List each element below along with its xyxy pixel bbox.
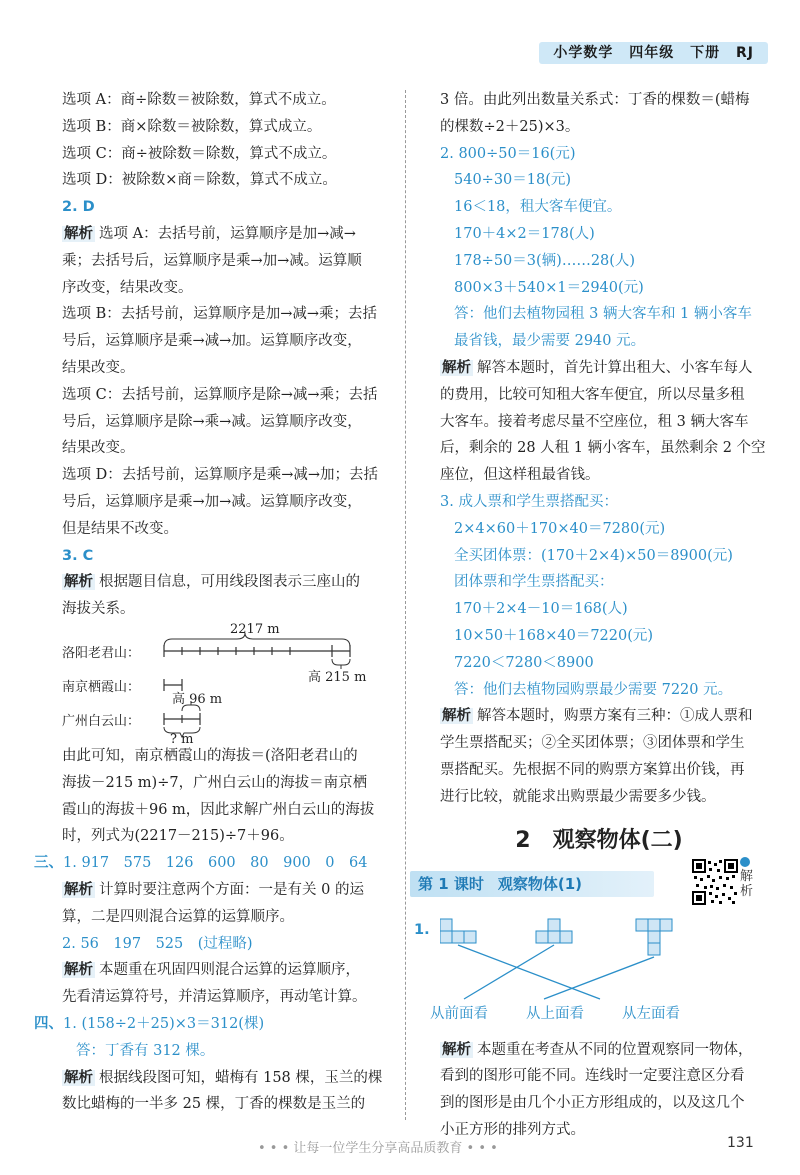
answer-line: 最省钱，最少需要 2940 元。: [454, 333, 646, 350]
text-line: 算，二是四则混合运算的运算顺序。: [62, 908, 294, 925]
answer-number: 3. C: [62, 547, 94, 564]
subject: 小学数学: [553, 45, 614, 61]
text-line: 的费用，比较可知租大客车便宜，所以尽量多租: [440, 386, 745, 403]
text-line: 选项 A：商÷除数＝被除数，算式不成立。: [62, 92, 336, 108]
label-higher-96: 高 96 m: [172, 691, 223, 707]
answer-line: 2. 800÷50＝16(元): [440, 145, 576, 162]
answer-line: 团体票和学生票搭配买：: [454, 574, 614, 591]
text-line: 学生票搭配买；②全买团体票；③团体票和学生: [440, 735, 745, 752]
answer-line: 1. 917 575 126 600 80 900 0 64: [63, 855, 368, 872]
text-line: 座位，但这样租最省钱。: [440, 467, 600, 484]
left-column: [34, 87, 383, 1118]
text-line: 本题重在考查从不同的位置观察同一物体，: [477, 1041, 753, 1058]
text-line: 选项 B：去括号前，运算顺序是加→减→乘；去括: [62, 306, 378, 323]
play-icon: [740, 857, 750, 867]
text-line: 本题重在巩固四则混合运算的运算顺序，: [99, 962, 360, 979]
text-line: 选项 C：去括号前，运算顺序是除→减→乘；去括: [62, 386, 378, 403]
answer-number: 2. D: [62, 199, 95, 216]
analysis-tag: 解析: [64, 574, 93, 591]
analysis-tag: 解析: [442, 708, 471, 725]
text-line: 选项 D：被除数×商＝除数，算式不成立。: [62, 172, 337, 189]
answer-line: 170＋4×2＝178(人): [454, 225, 595, 242]
answer-line: 540÷30＝18(元): [454, 172, 572, 189]
text-line: 进行比较，就能求出购票最少需要多少钱。: [440, 788, 716, 805]
text-line: 大客车。接着考虑尽量不空座位，租 3 辆大客车: [440, 413, 749, 430]
answer-line: 全买团体票：(170＋2×4)×50＝8900(元): [454, 547, 733, 564]
label-higher-215: 高 215 m: [308, 669, 367, 685]
label-unknown: ? m: [170, 731, 194, 747]
text-line: 选项 B：商×除数＝被除数，算式成立。: [62, 118, 322, 135]
text-line: 号后，运算顺序是除→乘→减。运算顺序改变，: [62, 413, 362, 430]
page-header: [0, 0, 800, 68]
text-line: 时，列式为(2217－215)÷7＋96。: [62, 828, 294, 845]
answer-line: 178÷50＝3(辆)……28(人): [454, 252, 636, 269]
text-line: 数比蜡梅的一半多 25 棵，丁香的棵数是玉兰的: [62, 1096, 366, 1113]
column-divider: [405, 90, 406, 1120]
text-line: 先看清运算符号，并清运算顺序，再动笔计算。: [62, 989, 367, 1006]
lesson-title-bar: [410, 871, 654, 897]
text-line: 但是结果不改变。: [62, 520, 178, 537]
text-line: 票搭配买。先根据不同的购票方案算出价钱，再: [440, 761, 745, 778]
qr-label: 解析: [740, 868, 754, 899]
book-info-bar: [539, 42, 768, 64]
text-line: 解答本题时，购票方案有三种：①成人票和: [477, 708, 753, 725]
text-line: 看到的图形可能不同。连线时一定要注意区分看: [440, 1068, 745, 1085]
text-line: 选项 A：去括号前，运算顺序是加→减→: [99, 225, 356, 242]
analysis-tag: 解析: [64, 881, 93, 898]
text-line: 根据题目信息，可用线段图表示三座山的: [99, 574, 360, 591]
text-line: 的棵数÷2＋25)×3。: [440, 118, 580, 135]
text-line: 号后，运算顺序是乘→减→加。运算顺序改变，: [62, 333, 362, 350]
page-number: 131: [727, 1135, 754, 1151]
text-line: 结果改变。: [62, 440, 135, 457]
grade: 四年级: [629, 45, 675, 61]
answer-line: 10×50＋168×40＝7220(元): [454, 627, 654, 644]
text-line: 海拔关系。: [62, 601, 135, 618]
text-line: 解答本题时，首先计算出租大、小客车每人: [477, 359, 753, 376]
text-line: 根据线段图可知，蜡梅有 158 棵，玉兰的棵: [99, 1069, 383, 1086]
text-line: 乘；去括号后，运算顺序是乘→加→减。运算顺: [62, 252, 362, 269]
view-top-label: 从上面看: [526, 1005, 584, 1022]
label-guangzhou: 广州白云山：: [62, 713, 141, 729]
analysis-tag: 解析: [442, 359, 471, 376]
text-line: 小正方形的排列方式。: [440, 1121, 585, 1138]
volume: 下册: [690, 45, 721, 61]
answer-line: 答：他们去植物园购票最少需要 7220 元。: [454, 681, 733, 698]
lesson-number: 第 1 课时: [418, 874, 484, 893]
lesson-title: 观察物体(1): [497, 874, 583, 893]
analysis-tag: 解析: [442, 1041, 471, 1058]
answer-number: 1.: [414, 921, 430, 938]
answer-line: 7220＜7280＜8900: [454, 654, 594, 671]
text-line: 计算时要注意两个方面：一是有关 0 的运: [99, 881, 364, 898]
text-line: 3 倍。由此列出数量关系式：丁香的棵数＝(蜡梅: [440, 92, 750, 108]
analysis-tag: 解析: [64, 225, 93, 242]
answer-line: 2. 56 197 525 (过程略): [62, 935, 253, 952]
answer-line: 答：他们去植物园租 3 辆大客车和 1 辆小客车: [454, 306, 752, 323]
answer-line: 170＋2×4－10＝168(人): [454, 601, 628, 618]
label-total-2217: 2217 m: [230, 621, 280, 637]
section-number: 四、: [34, 1014, 63, 1032]
section-number: 三、: [34, 854, 63, 872]
text-line: 选项 D：去括号前，运算顺序是乘→减→加；去括: [62, 467, 379, 484]
text-line: 结果改变。: [62, 359, 135, 376]
analysis-tag: 解析: [64, 1069, 93, 1086]
answer-line: 答：丁香有 312 棵。: [76, 1042, 215, 1059]
chapter-title: 2 观察物体(二): [515, 827, 683, 853]
answer-line: 2×4×60＋170×40＝7280(元): [454, 520, 666, 537]
answer-line: 3. 成人票和学生票搭配买：: [440, 493, 618, 510]
view-front-label: 从前面看: [430, 1005, 488, 1022]
label-nanjing: 南京栖霞山：: [62, 679, 141, 695]
text-line: 霞山的海拔＋96 m，因此求解广州白云山的海拔: [62, 801, 375, 818]
label-luoyang: 洛阳老君山：: [62, 645, 141, 661]
views-matching-diagram: [414, 917, 758, 1037]
text-line: 号后，运算顺序是乘→加→减。运算顺序改变，: [62, 493, 362, 510]
analysis-tag: 解析: [64, 962, 93, 979]
text-line: 海拔－215 m)÷7，广州白云山的海拔＝南京栖: [62, 774, 368, 791]
line-segment-diagram: [62, 621, 374, 747]
text-line: 后，剩余的 28 人租 1 辆小客车，虽然剩余 2 个空: [440, 440, 766, 457]
qr-code-icon[interactable]: [692, 859, 738, 905]
page-footer: [0, 1133, 800, 1163]
lesson-header: [418, 861, 758, 917]
text-line: 到的图形是由几个小正方形组成的，以及这几个: [440, 1095, 745, 1112]
answer-line: 16＜18，租大客车便宜。: [454, 199, 622, 216]
text-line: 由此可知，南京栖霞山的海拔＝(洛阳老君山的: [62, 747, 358, 764]
answer-line: 800×3＋540×1＝2940(元): [454, 279, 644, 296]
text-line: 选项 C：商÷被除数＝除数，算式不成立。: [62, 145, 337, 162]
answer-line: 1. (158÷2＋25)×3＝312(棵): [63, 1015, 265, 1032]
footer-slogan: • • • 让每一位学生分享高品质教育 • • •: [258, 1141, 498, 1156]
edition: RJ: [736, 45, 754, 61]
right-column: [414, 87, 766, 1144]
text-line: 序改变，结果改变。: [62, 279, 193, 296]
view-left-label: 从左面看: [622, 1005, 680, 1022]
